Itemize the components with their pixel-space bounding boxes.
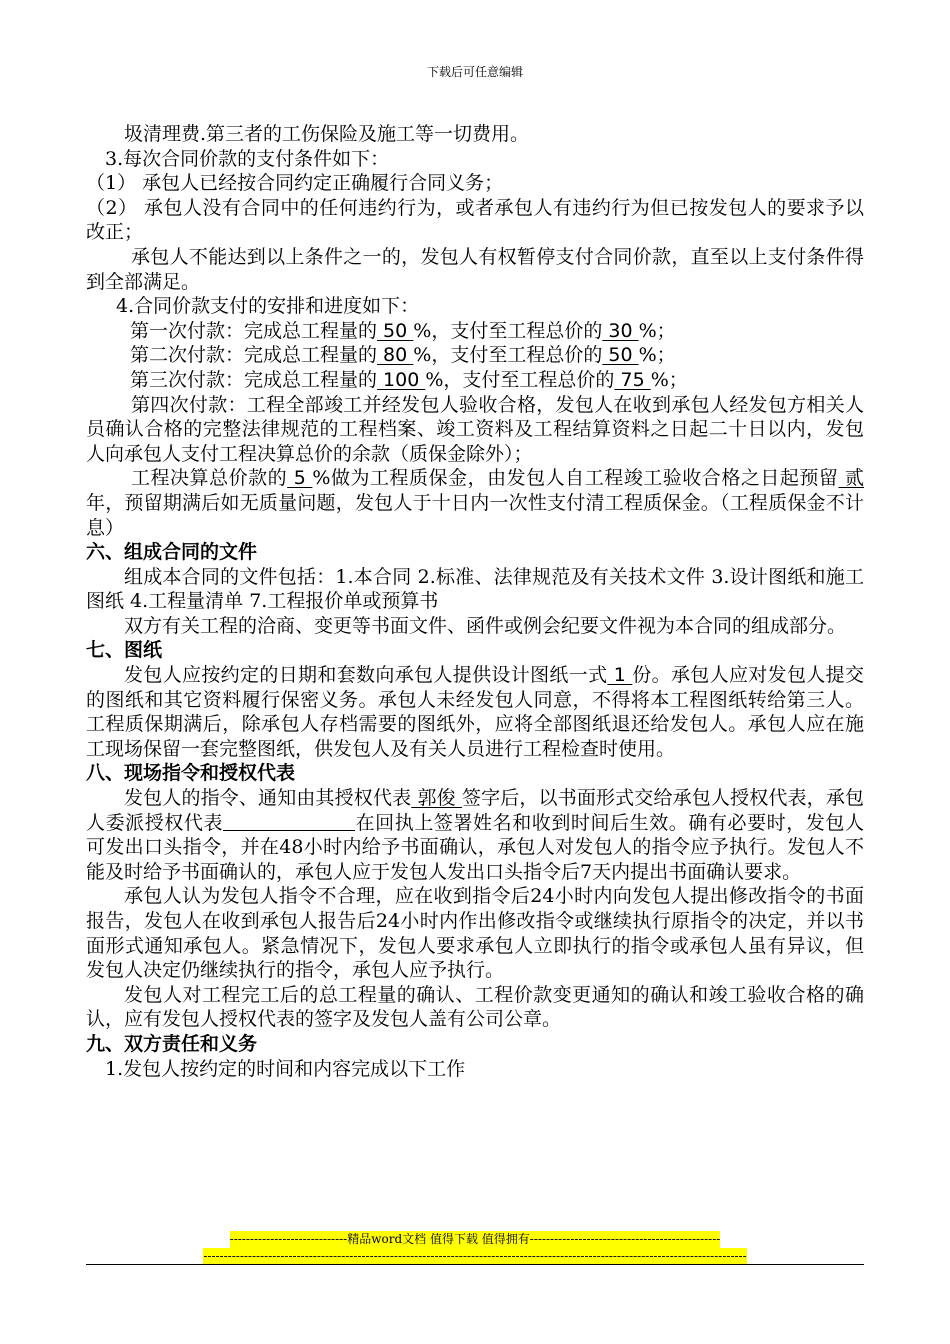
payment-line-4: 第四次付款：工程全部竣工并经发包人验收合格，发包人在收到承包人经发包方相关人员确认合格的完整法律规范的工程档案、竣工资料及工程结算资料之日起二十日以内，发包人向承包人支付工程决算总价的余款（质保金除外）； — [86, 393, 864, 465]
footer-dashes: -------------------------------------------------------------------------------------------------------------------------------------- — [203, 1249, 747, 1263]
blank-value: 50 — [602, 344, 639, 367]
paragraph: 发包人应按约定的日期和套数向承包人提供设计图纸一式 1 份。承包人应对发包人提交的图纸和其它资料履行保密义务。承包人未经发包人同意，不得将本工程图纸转给第三人。工程质保期满后，除承包人存档需要的图纸外，应将全部图纸退还给发包人。承包人应在施工现场保留一套完整图纸，供发包人及有关人员进行工程检查时使用。 — [86, 664, 864, 760]
paragraph: 发包人的指令、通知由其授权代表 郭俊 签字后，以书面形式交给承包人授权代表，承包人委派授权代表 在回执上签署姓名和收到时间后生效。确有必要时，发包人可发出口头指令，并在48小时内给予书面确认，承包人对发包人的指令应予执行。发包人不能及时给予书面确认的，承包人应于发包人发出口头指令后7天内提出书面确认要求。 — [86, 787, 864, 883]
footer-banner: -----------------------------精品word文档 值得下载 值得拥有----------------------------------------------- — [229, 1232, 721, 1246]
paragraph: 4.合同价款支付的安排和进度如下： — [116, 295, 420, 318]
footer-rule — [86, 1264, 864, 1265]
blank-value: 5 — [287, 467, 313, 490]
section-heading-9: 九、双方责任和义务 — [86, 1032, 258, 1055]
payment-line-1: 第一次付款：完成总工程量的 50 %，支付至工程总价的 30 %； — [130, 319, 676, 342]
paragraph: 承包人认为发包人指令不合理，应在收到指令后24小时内向发包人提出修改指令的书面报告，发包人在收到承包人报告后24小时内作出修改指令或继续执行原指令的决定，并以书面形式通知承包人。紧急情况下，发包人要求承包人立即执行的指令或承包人虽有异议，但发包人决定仍继续执行的指令，承包人应予执行。 — [86, 885, 864, 982]
payment-line-3: 第三次付款：完成总工程量的 100 %，支付至工程总价的 75 %； — [130, 368, 688, 391]
list-item: （2） 承包人没有合同中的任何违约行为，或者承包人有违约行为但已按发包人的要求予以改正； — [86, 196, 864, 244]
paragraph: 承包人不能达到以上条件之一的，发包人有权暂停支付合同价款，直至以上支付条件得到全部满足。 — [86, 245, 864, 293]
paragraph: 1.发包人按约定的时间和内容完成以下工作 — [105, 1057, 466, 1080]
blank-value: 郭俊 — [411, 787, 462, 810]
paragraph: 圾清理费.第三者的工伤保险及施工等一切费用。 — [124, 123, 530, 145]
paragraph: 3.每次合同价款的支付条件如下： — [105, 147, 390, 170]
blank-value: 30 — [602, 319, 639, 342]
blank-value: 贰 — [838, 467, 864, 490]
list-item: （1） 承包人已经按合同约定正确履行合同义务； — [86, 172, 504, 195]
section-heading-6: 六、组成合同的文件 — [86, 541, 258, 564]
page-header: 下载后可任意编辑 — [426, 65, 523, 79]
retention-paragraph: 工程决算总价款的 5 %做为工程质保金，由发包人自工程竣工验收合格之日起预留 贰 年，预留期满后如无质量问题，发包人于十日内一次性支付清工程质保金。（工程质保金不计息） — [86, 467, 864, 539]
payment-line-2: 第二次付款：完成总工程量的 80 %，支付至工程总价的 50 %； — [130, 344, 676, 367]
page-footer — [0, 1231, 950, 1265]
blank-line — [223, 812, 355, 831]
section-heading-7: 七、图纸 — [86, 639, 163, 662]
paragraph: 双方有关工程的洽商、变更等书面文件、函件或例会纪要文件视为本合同的组成部分。 — [124, 614, 847, 637]
blank-value: 75 — [614, 368, 651, 391]
section-heading-8: 八、现场指令和授权代表 — [86, 762, 296, 785]
blank-value: 1 — [607, 664, 633, 687]
blank-value: 100 — [377, 368, 426, 391]
paragraph: 发包人对工程完工后的总工程量的确认、工程价款变更通知的确认和竣工验收合格的确认，应有发包人授权代表的签字及发包人盖有公司公章。 — [86, 983, 864, 1031]
document-body — [86, 122, 864, 1081]
paragraph: 组成本合同的文件包括：1.本合同 2.标准、法律规范及有关技术文件 3.设计图纸和施工图纸 4.工程量清单 7.工程报价单或预算书 — [86, 565, 864, 613]
blank-value: 80 — [377, 344, 414, 367]
blank-value: 50 — [377, 319, 414, 342]
